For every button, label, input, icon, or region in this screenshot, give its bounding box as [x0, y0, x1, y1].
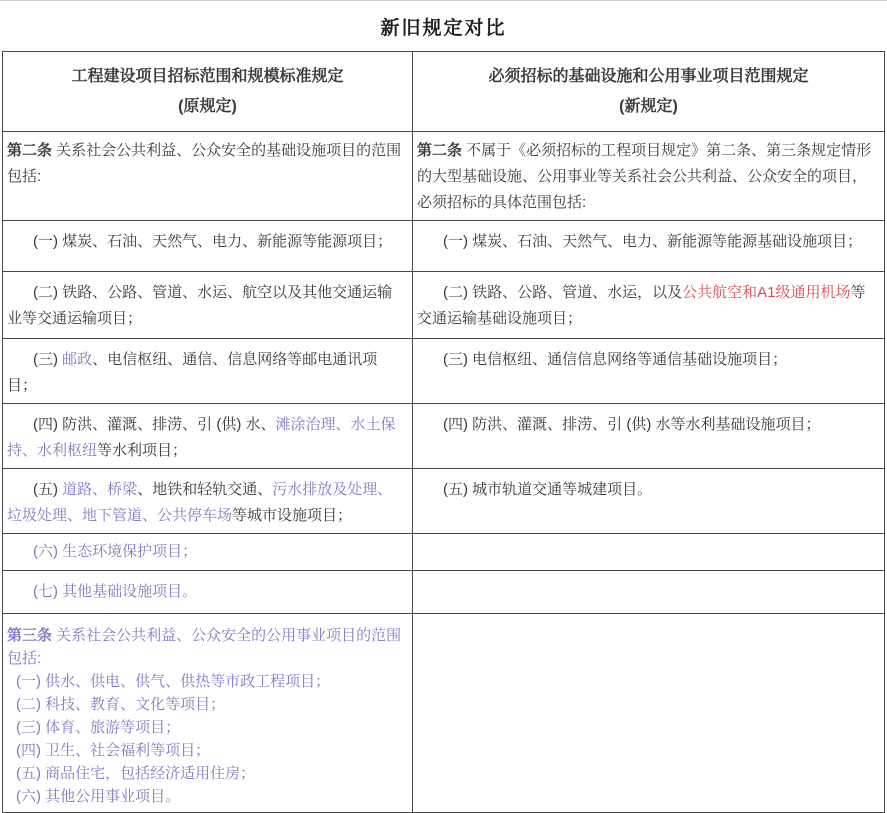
header-row	[3, 52, 885, 132]
text-segment: (四) 卫生、社会福利等项目；	[16, 742, 211, 759]
text-segment: (二) 铁路、公路、管道、水运、航空以及其他交通运输业等交通运输项目；	[7, 284, 393, 327]
table-row	[3, 339, 885, 404]
table-body	[3, 132, 885, 813]
cell-old-regulation	[3, 272, 413, 339]
text-segment: (四) 防洪、灌溉、排涝、引 (供) 水等水利基础设施项目；	[443, 416, 821, 433]
column-header-old	[3, 52, 413, 132]
text-line	[7, 762, 406, 785]
page-title: 新旧规定对比	[380, 18, 507, 39]
text-line	[7, 716, 406, 739]
text-segment: 不属于《必须招标的工程项目规定》第二条、第三条规定情形的大型基础设施、公用事业等关系社会公共利益、公众安全的项目，必须招标的具体范围包括:	[417, 142, 872, 211]
cell-old-regulation	[3, 469, 413, 534]
column-header-new-title: 必须招标的基础设施和公用事业项目范围规定	[488, 67, 809, 85]
text-segment: 滩涂治理、水土保持、水利枢纽	[7, 416, 396, 459]
text-segment: 、地铁和轻轨交通、	[137, 481, 273, 498]
cell-new-regulation	[413, 132, 885, 221]
text-segment: 关系社会公共利益、公众安全的公用事业项目的范围包括:	[7, 627, 402, 667]
table-row	[3, 614, 885, 813]
text-line	[417, 280, 878, 332]
text-segment: (一) 煤炭、石油、天然气、电力、新能源等能源基础设施项目；	[443, 233, 863, 250]
cell-old-regulation	[3, 571, 413, 614]
table-row	[3, 469, 885, 534]
table-row	[3, 272, 885, 339]
table-row	[3, 132, 885, 221]
text-segment: 公共航空和A1级通用机场	[682, 284, 851, 301]
text-line	[7, 280, 406, 332]
table-row	[3, 404, 885, 469]
text-line	[7, 412, 406, 464]
text-segment: 等水利项目；	[97, 442, 188, 459]
text-segment: 等交通运输基础设施项目；	[417, 284, 866, 327]
cell-new-regulation	[413, 221, 885, 272]
table-row	[3, 571, 885, 614]
table-header	[3, 52, 885, 132]
text-segment: (三) 电信枢纽、通信信息网络等通信基础设施项目；	[443, 351, 788, 368]
cell-new-regulation	[413, 614, 885, 813]
table-row	[3, 221, 885, 272]
column-header-old-title: 工程建设项目招标范围和规模标准规定	[71, 67, 344, 85]
text-segment: (三)	[33, 351, 63, 368]
text-line	[417, 138, 878, 216]
text-segment: (二) 科技、教育、文化等项目；	[16, 696, 226, 713]
text-segment: 、电信枢纽、通信、信息网络等邮电通讯项目；	[7, 351, 378, 394]
text-segment: (七) 其他基础设施项目。	[33, 583, 198, 600]
text-segment: 第三条	[7, 627, 57, 644]
text-segment: 第二条	[417, 142, 467, 159]
text-segment: 第二条	[7, 142, 57, 159]
cell-old-regulation	[3, 221, 413, 272]
column-header-new	[413, 52, 885, 132]
text-segment: 道路、桥梁	[62, 481, 138, 498]
cell-new-regulation	[413, 571, 885, 614]
text-line	[417, 477, 878, 503]
text-line	[417, 229, 878, 255]
text-line	[7, 739, 406, 762]
text-segment: 等城市设施项目；	[232, 507, 353, 524]
text-segment: (一) 供水、供电、供气、供热等市政工程项目；	[16, 673, 331, 690]
cell-old-regulation	[3, 339, 413, 404]
text-segment: 关系社会公共利益、公众安全的基础设施项目的范围包括:	[7, 142, 402, 185]
cell-old-regulation	[3, 132, 413, 221]
text-segment: (三) 体育、旅游等项目；	[16, 719, 181, 736]
text-segment: 污水排放及处理、垃圾处理、地下管道、公共停车场	[7, 481, 393, 524]
text-segment: (六) 生态环境保护项目；	[33, 543, 198, 560]
text-segment: (五) 城市轨道交通等城建项目。	[443, 481, 653, 498]
cell-new-regulation	[413, 272, 885, 339]
column-header-old-subtitle: (原规定)	[178, 97, 237, 115]
text-line	[7, 579, 406, 605]
cell-new-regulation	[413, 339, 885, 404]
text-line	[7, 477, 406, 529]
cell-new-regulation	[413, 469, 885, 534]
text-line	[7, 539, 406, 565]
table-row	[3, 534, 885, 571]
text-line	[7, 138, 406, 190]
cell-old-regulation	[3, 404, 413, 469]
cell-old-regulation	[3, 534, 413, 571]
comparison-table	[2, 51, 885, 813]
text-line	[7, 693, 406, 716]
text-line	[7, 229, 406, 255]
cell-old-regulation	[3, 614, 413, 813]
text-line	[417, 347, 878, 373]
text-segment: (一) 煤炭、石油、天然气、电力、新能源等能源项目；	[33, 233, 393, 250]
text-segment: 邮政	[62, 351, 93, 368]
text-segment: (六) 其他公用事业项目。	[16, 788, 181, 805]
text-line	[7, 785, 406, 808]
text-line	[7, 670, 406, 693]
text-segment: (四) 防洪、灌溉、排涝、引 (供) 水、	[33, 416, 276, 433]
cell-new-regulation	[413, 404, 885, 469]
text-segment: (五) 商品住宅，包括经济适用住房；	[16, 765, 256, 782]
text-line	[7, 624, 406, 670]
text-line	[7, 347, 406, 399]
text-segment: (二) 铁路、公路、管道、水运，以及	[443, 284, 683, 301]
column-header-new-subtitle: (新规定)	[619, 97, 678, 115]
cell-new-regulation	[413, 534, 885, 571]
text-segment: (五)	[33, 481, 63, 498]
text-line	[417, 412, 878, 438]
